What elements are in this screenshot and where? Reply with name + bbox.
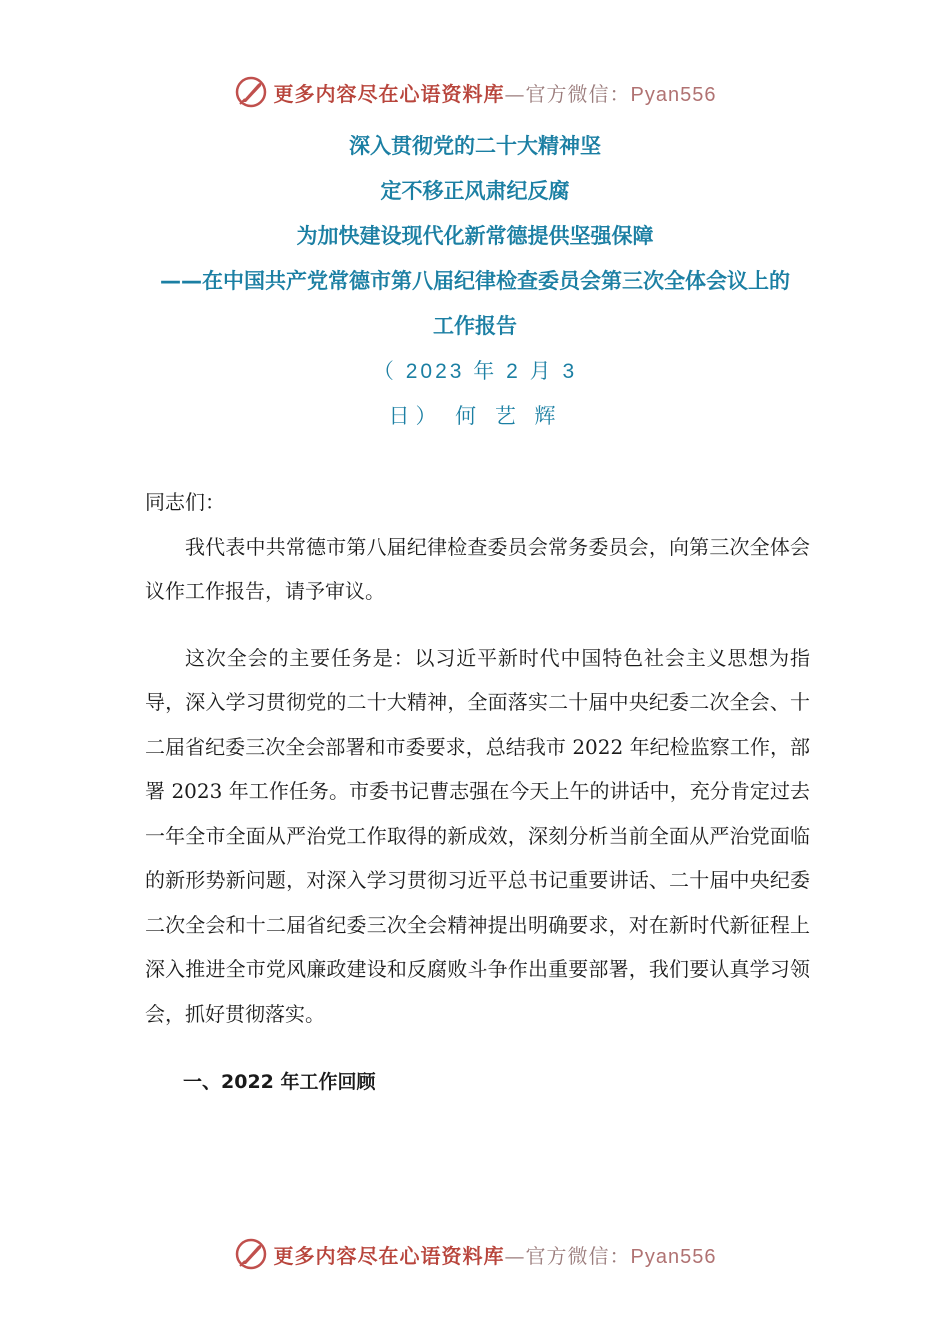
report-body	[145, 480, 810, 1105]
watermark-brand: 更多内容尽在心语资料库	[273, 1243, 505, 1268]
watermark-account-id: Pyan556	[630, 83, 717, 106]
watermark-banner-top	[0, 70, 950, 114]
quill-pen-logo-icon	[234, 1237, 268, 1271]
watermark-middle: —官方微信：	[504, 1243, 631, 1268]
report-date: （ 2023 年 2 月 3	[372, 360, 578, 383]
watermark-text	[274, 78, 717, 107]
paragraph-2: 这次全会的主要任务是：以习近平新时代中国特色社会主义思想为指导，深入学习贯彻党的二十大精神，全面落实二十届中央纪委二次全会、十二届省纪委三次全会部署和市委要求，总结我市 2022 年纪检监察工作，部署 2023 年工作任务。市委书记曹志强在今天上午的讲话中，充分肯定过去一年全市全面从严治党工作取得的新成效，深刻分析当前全面从严治党面临的新形势新问题，对深入学习贯彻习近平总书记重要讲话、二十届中央纪委二次全会和十二届省纪委三次全会精神提出明确要求，对在新时代新征程上深入推进全市党风廉政建设和反腐败斗争作出重要部署，我们要认真学习领会，抓好贯彻落实。	[145, 645, 810, 1026]
section-heading: 一、2022 年工作回顾	[183, 1071, 376, 1093]
watermark-account-id: Pyan556	[630, 1245, 717, 1268]
paragraph-1: 我代表中共常德市第八届纪律检查委员会常务委员会，向第三次全体会议作工作报告，请予审议。	[145, 534, 810, 603]
subtitle-line: ——在中国共产党常德市第八届纪律检查委员会第三次全体会议上的	[160, 269, 790, 293]
watermark-banner-bottom	[0, 1232, 950, 1276]
salutation: 同志们：	[145, 490, 225, 514]
title-line-1: 深入贯彻党的二十大精神坚	[349, 134, 601, 158]
report-author: 日） 何 艺 辉	[388, 404, 562, 428]
watermark-middle: —官方微信：	[504, 81, 631, 106]
quill-pen-logo-icon	[234, 75, 268, 109]
report-title-block	[0, 124, 950, 439]
title-line-3: 为加快建设现代化新常德提供坚强保障	[296, 224, 654, 248]
title-line-2: 定不移正风肃纪反腐	[380, 179, 570, 203]
subtitle-line-2: 工作报告	[433, 314, 517, 338]
watermark-brand: 更多内容尽在心语资料库	[273, 81, 505, 106]
watermark-text	[274, 1240, 717, 1269]
